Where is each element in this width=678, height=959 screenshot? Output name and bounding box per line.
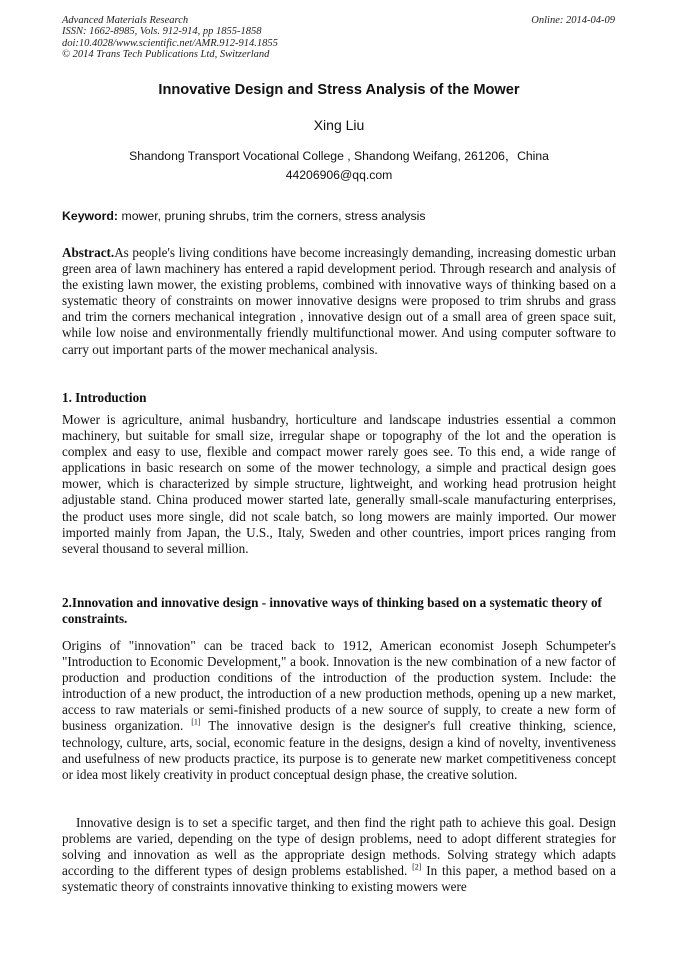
abstract (62, 245, 616, 358)
keyword-label: Keyword: (62, 209, 119, 223)
innovation-paragraph-1 (62, 638, 616, 783)
issn-line: ISSN: 1662-8985, Vols. 912-914, pp 1855-1858 (62, 26, 262, 38)
author-email[interactable]: 44206906@qq.com (285, 168, 393, 182)
paragraph-text: The innovative design is the designer's full creative thinking, science, technology, culture, arts, social, economic feature in the designs, design a kind of novelty, inventiveness and usefulness of new products practice, its purpose is to generate new market competitiveness concept or idea most likely creativity in product conceptual design phase, the creative solution. (62, 718, 616, 782)
abstract-label: Abstract. (62, 245, 115, 260)
paragraph-text: Origins of "innovation" can be traced back to 1912, American economist Joseph Schumpeter's "Introduction to Economic Development," a book. Innovation is the new combination of a new factor of production and production conditions of the introduction of the production system. Include: the introduction of a new product, the introduction of a new production methods, opening up a new market, access to raw materials or semi-finished products of a new source of supply, to create a new form of business organization. (62, 638, 616, 734)
reference-marker[interactable]: [2] (412, 862, 422, 872)
introduction-paragraph: Mower is agriculture, animal husbandry, horticulture and landscape industries essential a common machinery, but suitable for small size, irregular shape or topography of the lot and the operation is complex and easy to use, flexible and compact mower rarely goes see. To this end, a wide range of applications in basic research on some of the mower technology, a simple and practical design goes mower, which is characterized by simple structure, lightweight, and working head protrusion height adjustable stand. China produced mower started late, generally small-scale manufacturing enterprises, the product uses more single, did not scale batch, so long mowers are mainly imported. Our mower imported mainly from Japan, the U.S., Italy, Sweden and other countries, import prices ranging from several thousand to several million. (62, 412, 616, 556)
paragraph-text: In this paper, a method based on a systematic theory of constraints innovative thinking to existing mowers were (62, 863, 617, 895)
author-name: Xing Liu (313, 117, 365, 133)
keywords (62, 209, 622, 223)
reference-marker[interactable]: [1] (191, 718, 201, 728)
innovation-paragraph-2 (62, 815, 616, 895)
journal-name: Advanced Materials Research (62, 15, 189, 26)
copyright-line: © 2014 Trans Tech Publications Ltd, Switzerland (62, 48, 270, 60)
paragraph-text: Innovative design is to set a specific target, and then find the right path to achieve this goal. Design problems are varied, depending on the type of design problems, need to adopt different strategies for solving and innovation as well as the appropriate design methods. Solving strategy which adapts according to the different types of design problems established. (62, 815, 616, 879)
section-heading-introduction: 1. Introduction (62, 390, 147, 405)
paper-title: Innovative Design and Stress Analysis of the Mower (158, 82, 520, 98)
keyword-list: mower, pruning shrubs, trim the corners, stress analysis (118, 209, 426, 223)
abstract-text: As people's living conditions have become increasingly demanding, increasing domestic urban green area of lawn machinery has entered a rapid development period. Through research and analysis of the existing lawn mower, the existing problems, combined with innovative ways of thinking based on a systematic theory of constraints on mower innovative designs were proposed to trim shrubs and grass and trim the corners mechanical integration , innovative design out of a small area of green space suit, while low noise and environmentally friendly multifunctional mower. And using computer software to carry out important parts of the mower mechanical analysis. (62, 245, 616, 357)
journal-header (62, 15, 278, 60)
doi-line: doi:10.4028/www.scientific.net/AMR.912-914.1855 (62, 37, 278, 49)
online-date: Online: 2014-04-09 (531, 15, 615, 26)
section-heading-innovation: 2.Innovation and innovative design - innovative ways of thinking based on a systematic theory of constraints. (62, 595, 602, 627)
affiliation: Shandong Transport Vocational College , Shandong Weifang, 261206，China (129, 149, 549, 163)
